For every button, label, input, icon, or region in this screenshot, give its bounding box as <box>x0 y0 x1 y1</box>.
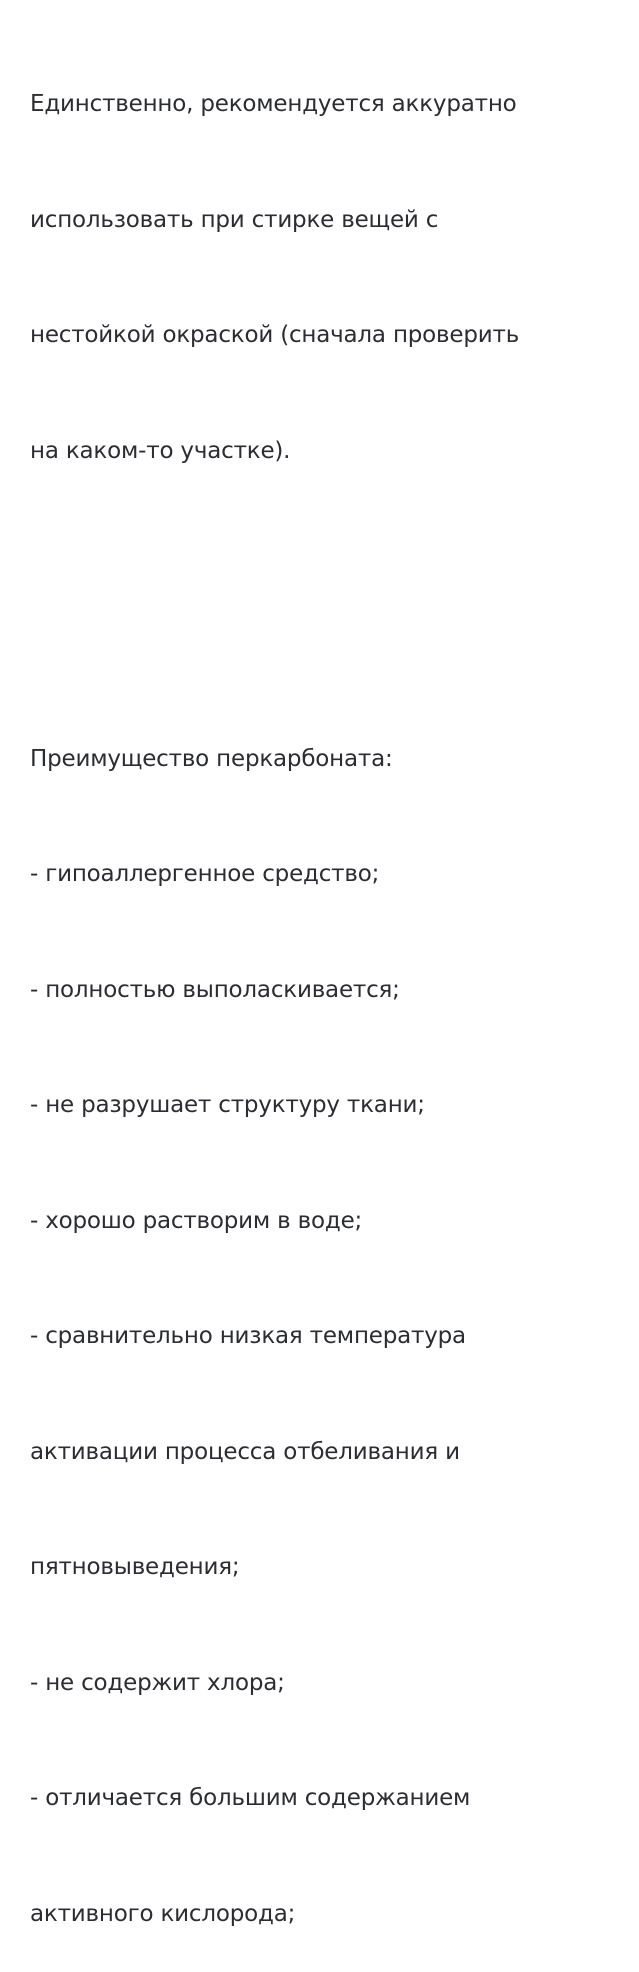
list-item: - не разрушает структуру ткани; <box>30 1092 425 1118</box>
paragraph-line: использовать при стирке вещей с <box>30 206 439 233</box>
list-item: - отличается большим содержанием <box>30 1785 471 1811</box>
list-item-continuation: активного кислорода; <box>30 1900 296 1927</box>
list-item-continuation: пятновыведения; <box>30 1554 240 1580</box>
paragraph-spacer <box>30 586 627 625</box>
list-heading: Преимущество перкарбоната: <box>30 745 393 772</box>
article-text <box>30 8 627 1972</box>
list-item: - не содержит хлора; <box>30 1669 285 1696</box>
list-item: - полностью выполаскивается; <box>30 976 400 1003</box>
list-item: - сравнительно низкая температура <box>30 1323 466 1349</box>
paragraph-line: Единственно, рекомендуется аккуратно <box>30 91 517 117</box>
list-item: - хорошо растворим в воде; <box>30 1207 363 1234</box>
list-item-continuation: активации процесса отбеливания и <box>30 1438 460 1465</box>
paragraph-line: на каком-то участке). <box>30 437 291 464</box>
paragraph-line: нестойкой окраской (сначала проверить <box>30 322 520 348</box>
list-item: - гипоаллергенное средство; <box>30 861 380 887</box>
